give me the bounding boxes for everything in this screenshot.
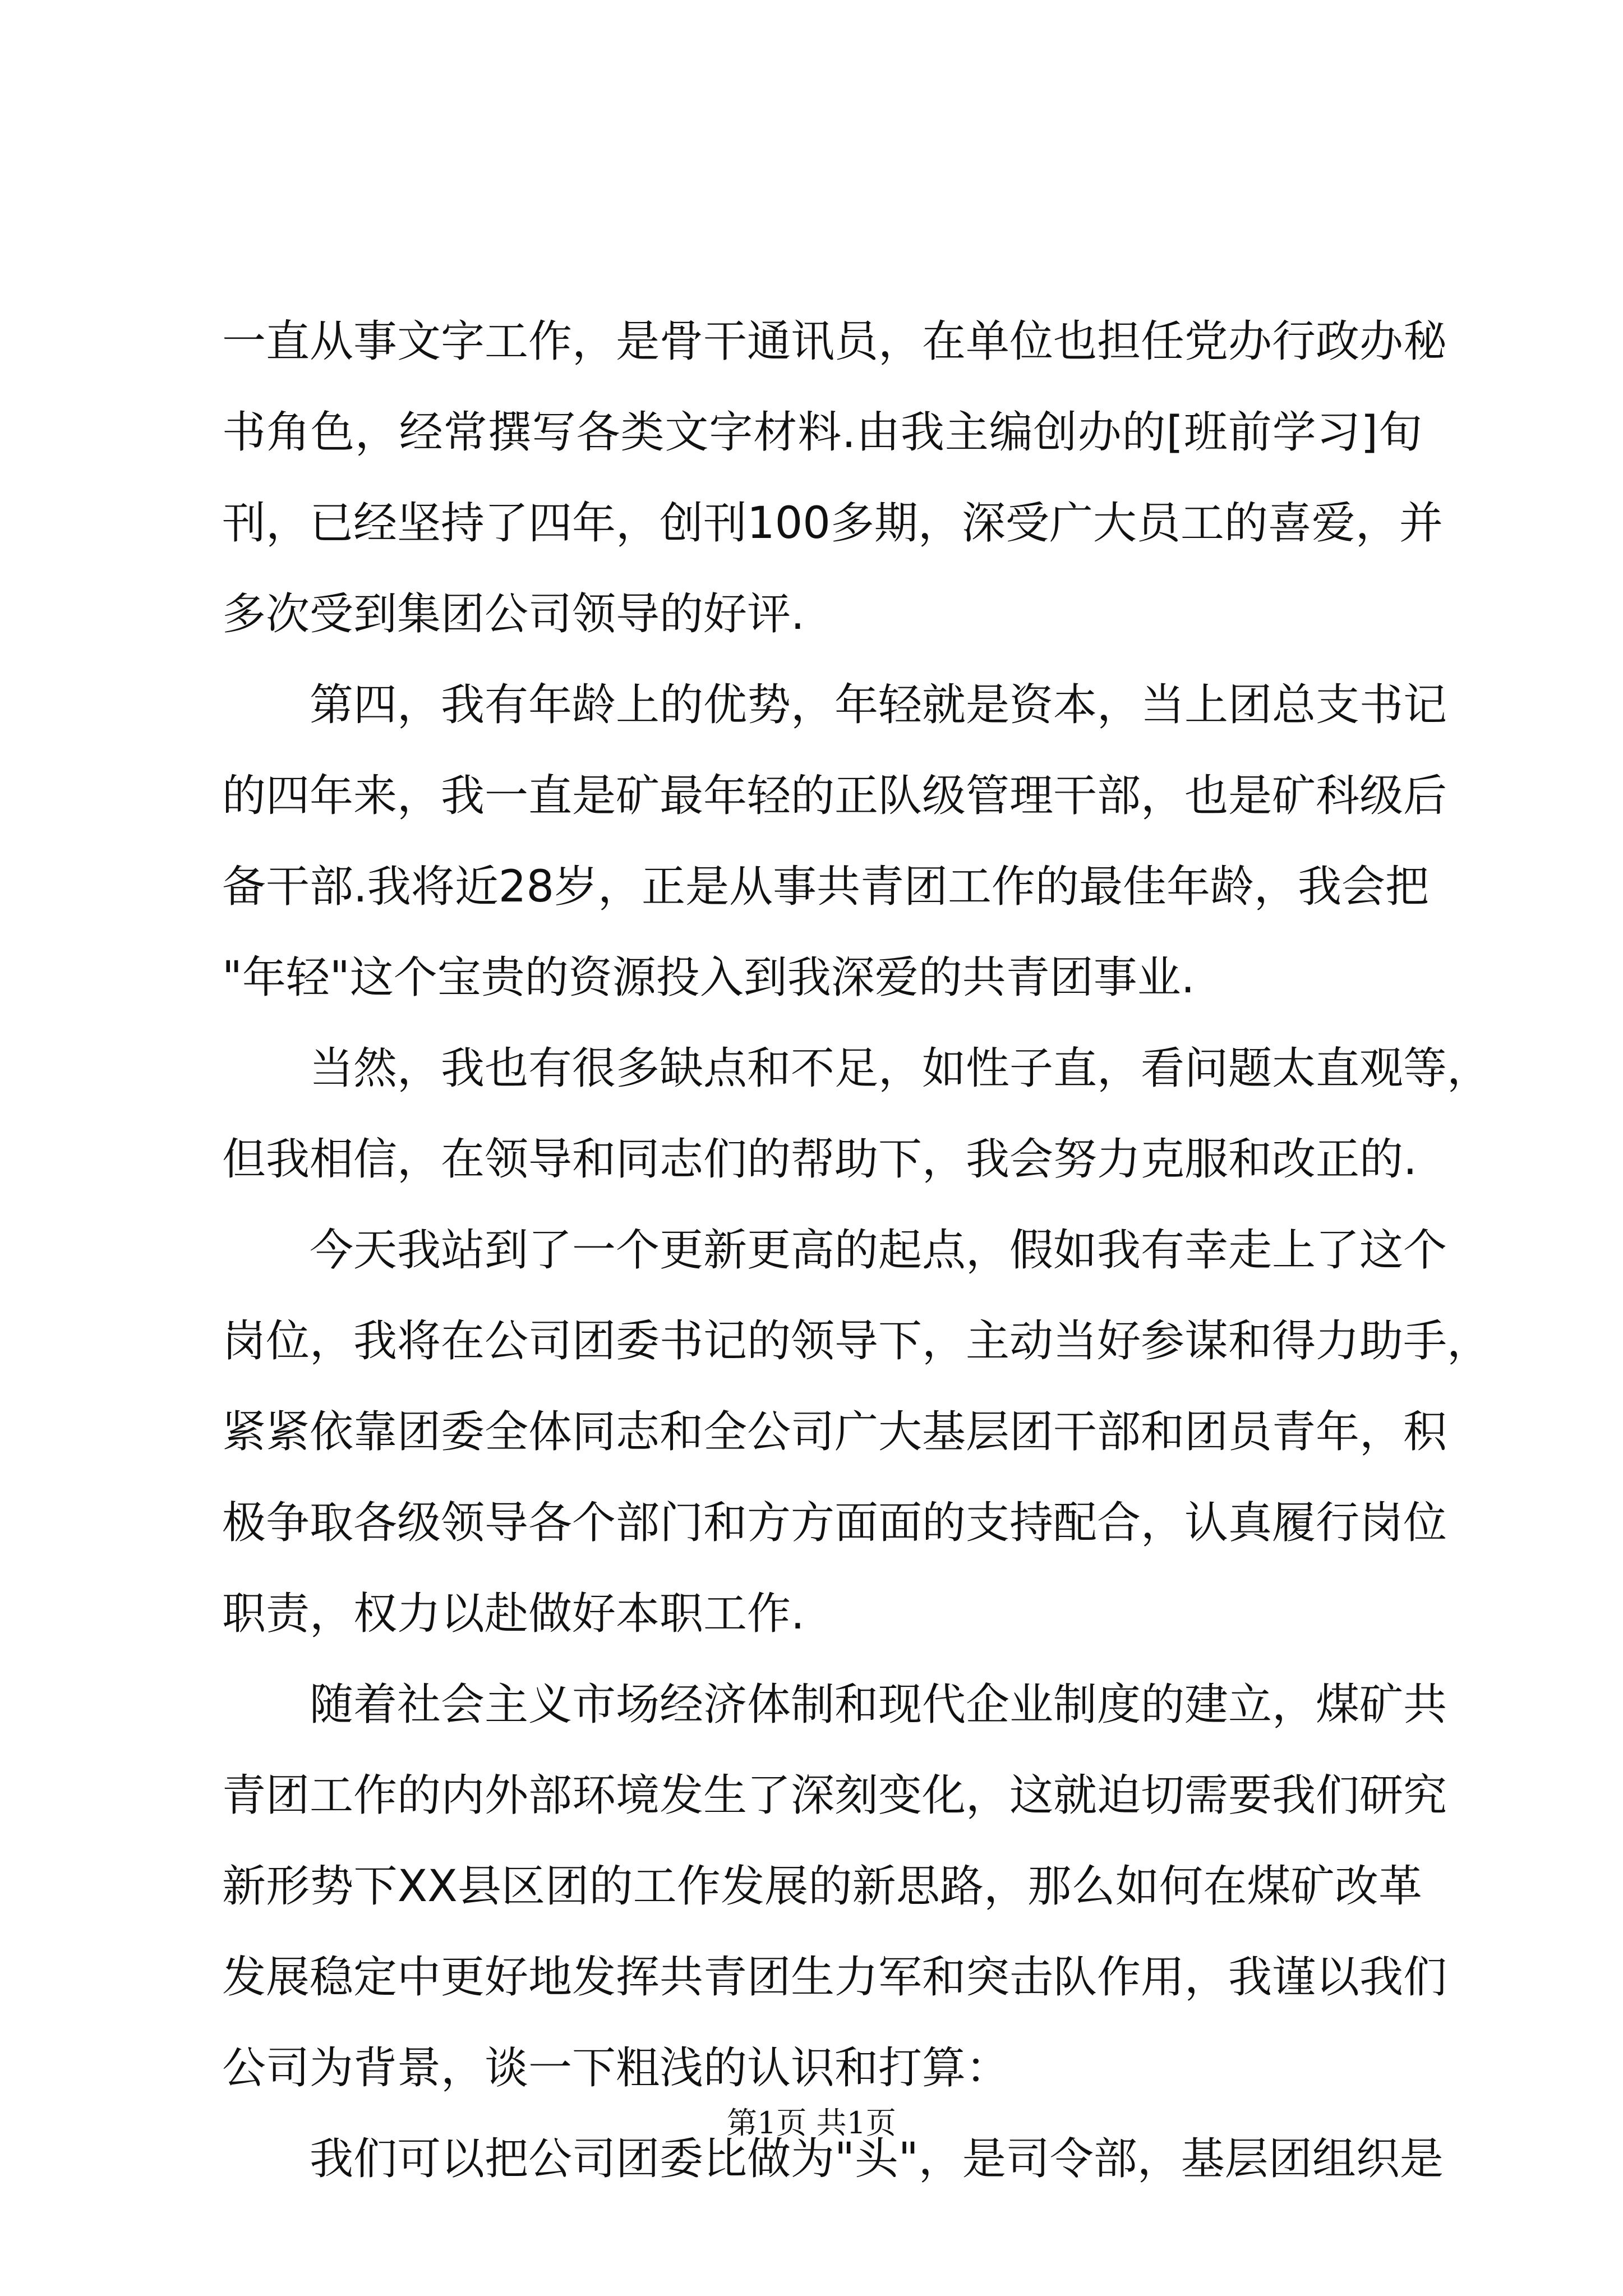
body-text — [222, 296, 1491, 2205]
text-line-16: 随着社会主义市场经济体制和现代企业制度的建立，煤矿共 — [222, 1680, 1447, 1730]
text-line-19: 发展稳定中更好地发挥共青团生力军和突击队作用，我谨以我们 — [222, 1952, 1447, 2003]
text-line-21: 我们可以把公司团委比做为"头"，是司令部，基层团组织是 — [222, 2134, 1444, 2184]
text-line-18: 新形势下XX县区团的工作发展的新思路，那么如何在煤矿改革 — [222, 1861, 1422, 1912]
text-line-14: 极争取各级领导各个部门和方方面面的支持配合，认真履行岗位 — [222, 1498, 1447, 1548]
text-line-5: 第四，我有年龄上的优势，年轻就是资本，当上团总支书记 — [222, 680, 1447, 730]
text-line-15: 职责，权力以赴做好本职工作. — [222, 1589, 805, 1639]
text-line-6: 的四年来，我一直是矿最年轻的正队级管理干部，也是矿科级后 — [222, 771, 1447, 821]
text-line-7: 备干部.我将近28岁，正是从事共青团工作的最佳年龄，我会把 — [222, 862, 1430, 912]
text-line-3: 刊，已经坚持了四年，创刊100多期，深受广大员工的喜爱，并 — [222, 498, 1443, 549]
text-line-20: 公司为背景，谈一下粗浅的认识和打算： — [222, 2043, 1010, 2093]
text-line-1: 一直从事文字工作，是骨干通讯员，在单位也担任党办行政办秘 — [222, 316, 1447, 367]
text-line-9: 当然，我也有很多缺点和不足，如性子直，看问题太直观等， — [222, 1043, 1491, 1094]
text-line-13: 紧紧依靠团委全体同志和全公司广大基层团干部和团员青年，积 — [222, 1407, 1447, 1457]
text-line-4: 多次受到集团公司领导的好评. — [222, 589, 805, 639]
text-line-8: "年轻"这个宝贵的资源投入到我深爱的共青团事业. — [222, 953, 1195, 1003]
text-line-2: 书角色，经常撰写各类文字材料.由我主编创办的[班前学习]旬 — [222, 407, 1422, 458]
text-line-17: 青团工作的内外部环境发生了深刻变化，这就迫切需要我们研究 — [222, 1770, 1447, 1821]
page-footer: 第1页 共1页 — [727, 2105, 896, 2141]
text-line-12: 岗位，我将在公司团委书记的领导下，主动当好参谋和得力助手， — [222, 1316, 1491, 1366]
text-line-10: 但我相信，在领导和同志们的帮助下，我会努力克服和改正的. — [222, 1134, 1417, 1185]
text-line-11: 今天我站到了一个更新更高的起点，假如我有幸走上了这个 — [222, 1225, 1447, 1276]
